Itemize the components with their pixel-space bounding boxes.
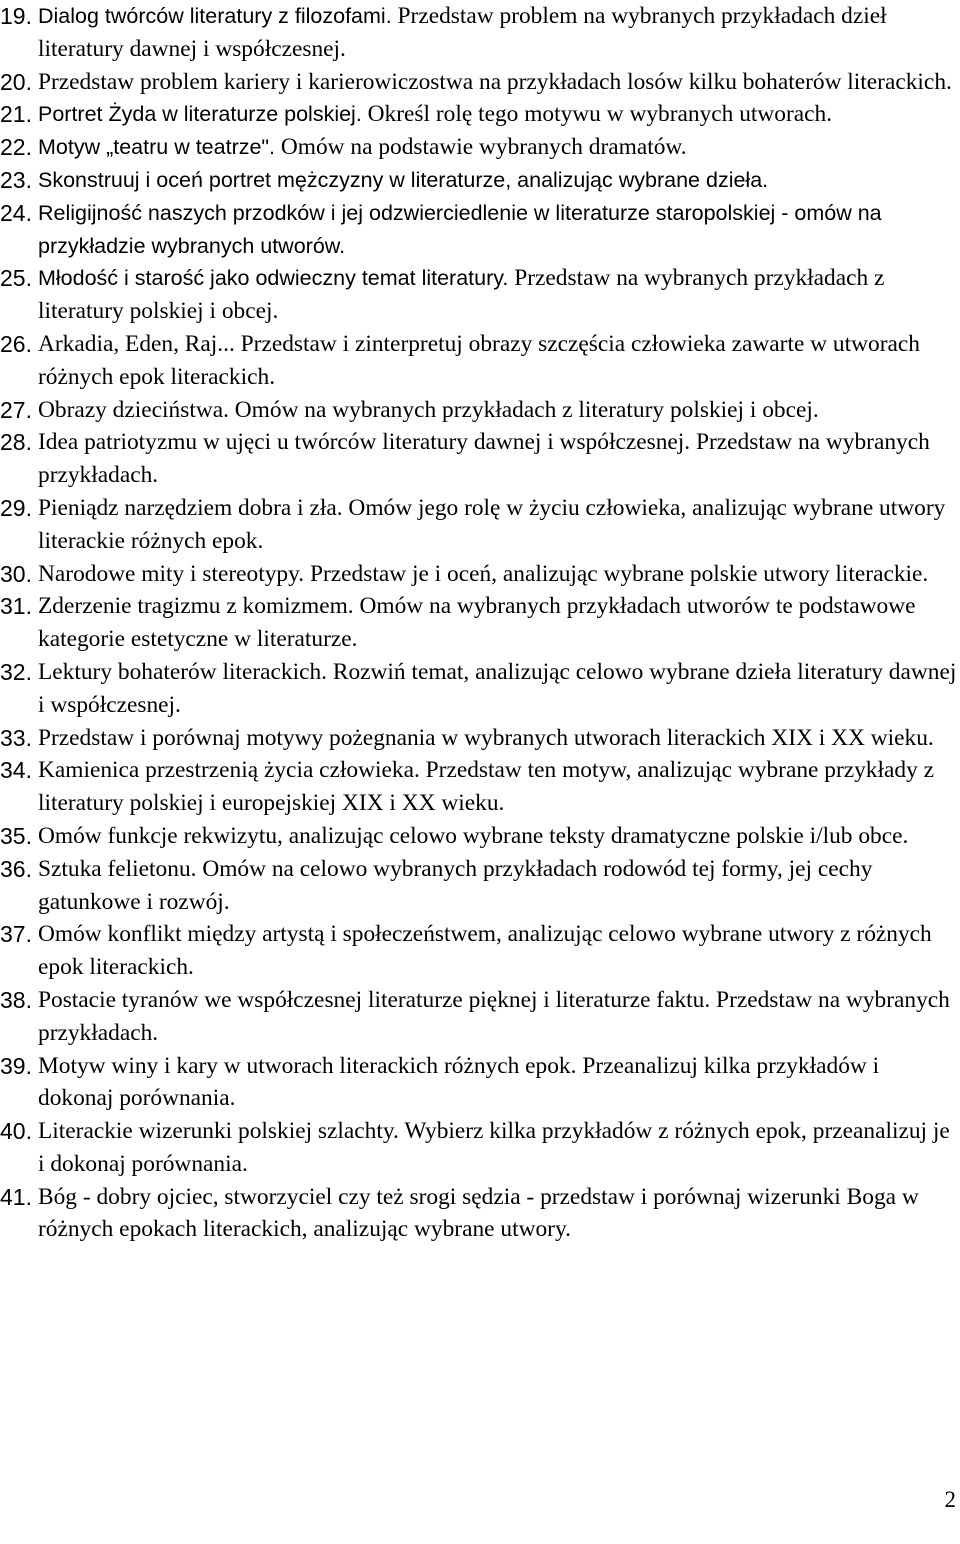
- list-item: [0, 984, 960, 1050]
- item-number: 20.: [0, 68, 32, 95]
- item-lead: Dialog twórców literatury z filozofami.: [38, 4, 392, 28]
- item-body: Omów na podstawie wybranych dramatów.: [275, 134, 687, 161]
- item-number: 22.: [0, 134, 32, 161]
- item-body: Idea patriotyzmu w ujęci u twórców literatury dawnej i współczesnej. Przedstaw na wybranych przykładach.: [38, 429, 930, 489]
- item-text: [38, 558, 960, 591]
- item-body: Kamienica przestrzenią życia człowieka. Przedstaw ten motyw, analizując wybrane przykłady z literatury polskiej i europejskiej XIX i XX wieku.: [38, 757, 935, 817]
- item-lead: Religijność naszych przodków i jej odzwierciedlenie w literaturze staropolskiej - omów na przykładzie wybranych utworów.: [38, 200, 882, 258]
- item-text: [38, 984, 960, 1050]
- item-text: [38, 853, 960, 919]
- list-item: [0, 558, 960, 591]
- item-text: [38, 328, 960, 394]
- list-item: [0, 492, 960, 558]
- list-item: [0, 131, 960, 164]
- item-body: Obrazy dzieciństwa. Omów na wybranych przykładach z literatury polskiej i obcej.: [38, 396, 819, 423]
- item-number: 24.: [0, 199, 32, 226]
- list-item: [0, 197, 960, 263]
- list-item: [0, 262, 960, 328]
- item-body: Pieniądz narzędziem dobra i zła. Omów jego rolę w życiu człowieka, analizując wybrane utwory literackie różnych epok.: [38, 494, 946, 554]
- item-number: 33.: [0, 724, 32, 751]
- item-body: Przedstaw na wybranych przykładach z literatury polskiej i obcej.: [38, 265, 885, 325]
- item-number: 40.: [0, 1118, 32, 1145]
- item-text: [38, 197, 960, 263]
- item-body: Sztuka felietonu. Omów na celowo wybranych przykładach rodowód tej formy, jej cechy gatunkowe i rozwój.: [38, 855, 873, 915]
- list-item: [0, 98, 960, 131]
- item-number: 32.: [0, 658, 32, 685]
- list-item: [0, 426, 960, 492]
- item-text: [38, 1181, 960, 1247]
- item-body: Przedstaw problem na wybranych przykładach dzieł literatury dawnej i współczesnej.: [38, 3, 887, 62]
- item-number: 39.: [0, 1052, 32, 1079]
- item-body: Postacie tyranów we współczesnej literaturze pięknej i literaturze faktu. Przedstaw na wybranych przykładach.: [38, 986, 950, 1046]
- item-body: Lektury bohaterów literackich. Rozwiń temat, analizując celowo wybrane dzieła literatury dawnej i współczesnej.: [38, 658, 957, 718]
- item-number: 19.: [0, 3, 32, 29]
- item-body: Określ rolę tego motywu w wybranych utworach.: [361, 101, 833, 128]
- item-number: 30.: [0, 560, 32, 587]
- item-number: 35.: [0, 822, 32, 849]
- list-item: [0, 590, 960, 656]
- item-body: Motyw winy i kary w utworach literackich różnych epok. Przeanalizuj kilka przykładów i dokonaj porównania.: [38, 1052, 880, 1112]
- item-body: Zderzenie tragizmu z komizmem. Omów na wybranych przykładach utworów te podstawowe kategorie estetyczne w literaturze.: [38, 593, 916, 653]
- item-number: 25.: [0, 265, 32, 292]
- item-lead: Portret Żyda w literaturze polskiej.: [38, 102, 362, 127]
- list-item: [0, 66, 960, 99]
- item-number: 23.: [0, 166, 32, 193]
- item-number: 27.: [0, 396, 32, 423]
- item-number: 31.: [0, 593, 32, 620]
- item-body: Narodowe mity i stereotypy. Przedstaw je i oceń, analizując wybrane polskie utwory literackie.: [38, 560, 929, 587]
- item-text: [38, 164, 960, 197]
- list-item: [0, 1050, 960, 1116]
- item-text: [38, 1050, 960, 1116]
- item-text: [38, 426, 960, 492]
- item-number: 29.: [0, 494, 32, 521]
- item-number: 21.: [0, 101, 32, 128]
- item-body: Przedstaw problem kariery i karierowiczostwa na przykładach losów kilku bohaterów literackich.: [38, 68, 952, 95]
- item-text: [38, 590, 960, 656]
- list-item: [0, 1115, 960, 1181]
- item-body: Przedstaw i porównaj motywy pożegnania w wybranych utworach literackich XIX i XX wieku.: [38, 724, 934, 751]
- item-text: [38, 394, 960, 427]
- item-number: 36.: [0, 855, 32, 882]
- list-item: [0, 1181, 960, 1247]
- list-item: [0, 918, 960, 984]
- item-lead: Motyw „teatru w teatrze".: [38, 135, 276, 160]
- item-text: [38, 656, 960, 722]
- item-lead: Młodość i starość jako odwieczny temat literatury.: [38, 266, 509, 291]
- list-item: [0, 754, 960, 820]
- item-text: [38, 1115, 960, 1181]
- item-body: Omów konflikt między artystą i społeczeństwem, analizując celowo wybrane utwory z różnych epok literackich.: [38, 921, 932, 981]
- item-text: [38, 66, 960, 99]
- item-number: 38.: [0, 986, 32, 1013]
- item-text: [38, 262, 960, 328]
- list-item: [0, 820, 960, 853]
- item-number: 26.: [0, 330, 32, 357]
- item-text: [38, 722, 960, 755]
- page-number: 2: [944, 1487, 956, 1512]
- list-item: [0, 722, 960, 755]
- item-text: [38, 754, 960, 820]
- item-text: [38, 98, 960, 131]
- item-text: [38, 918, 960, 984]
- list-item: [0, 164, 960, 197]
- list-item: [0, 394, 960, 427]
- item-body: Omów funkcje rekwizytu, analizując celowo wybrane teksty dramatyczne polskie i/lub obce.: [38, 822, 909, 849]
- item-number: 28.: [0, 429, 32, 456]
- item-lead: Skonstruuj i oceń portret mężczyzny w literaturze, analizując wybrane dzieła.: [38, 167, 769, 192]
- item-text: [38, 820, 960, 853]
- item-text: [38, 0, 960, 66]
- item-body: Arkadia, Eden, Raj... Przedstaw i zinterpretuj obrazy szczęścia człowieka zawarte w utworach różnych epok literackich.: [38, 330, 920, 390]
- item-text: [38, 492, 960, 558]
- item-number: 41.: [0, 1183, 32, 1210]
- list-item: [0, 656, 960, 722]
- item-body: Bóg - dobry ojciec, stworzyciel czy też srogi sędzia - przedstaw i porównaj wizerunki Boga w różnych epokach literackich, analizując wybrane utwory.: [38, 1183, 919, 1243]
- item-number: 34.: [0, 757, 32, 784]
- item-number: 37.: [0, 921, 32, 948]
- item-text: [38, 131, 960, 164]
- list-item: [0, 0, 960, 66]
- list-item: [0, 853, 960, 919]
- item-body: Literackie wizerunki polskiej szlachty. Wybierz kilka przykładów z różnych epok, przeanalizuj je i dokonaj porównania.: [38, 1118, 950, 1177]
- list-item: [0, 328, 960, 394]
